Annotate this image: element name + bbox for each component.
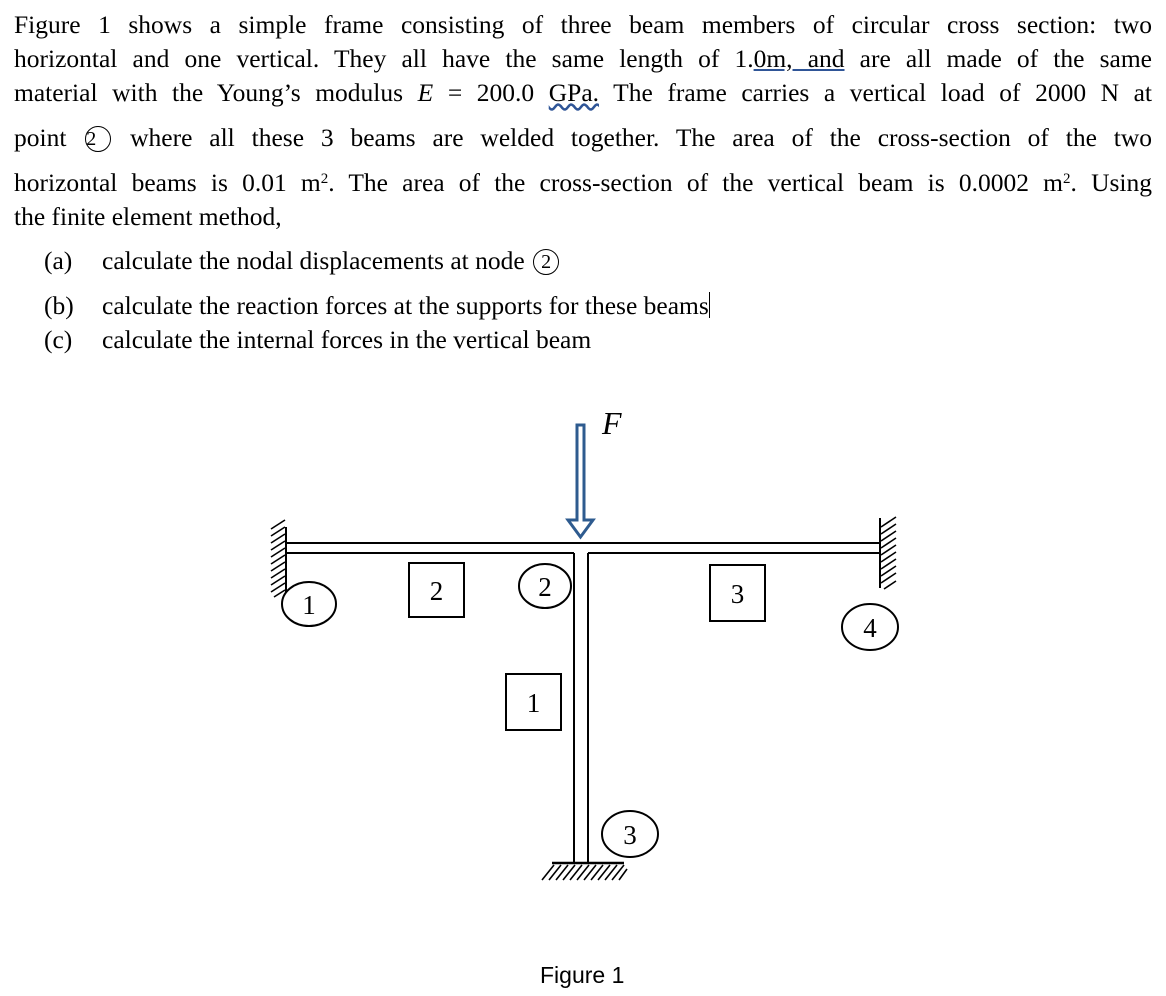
ground-support	[542, 863, 627, 880]
node-2	[519, 564, 571, 608]
grammar-underline: GPa.	[548, 78, 600, 107]
youngs-modulus-symbol: E	[417, 78, 434, 107]
svg-text:3: 3	[730, 579, 745, 609]
problem-line-2: horizontal and one vertical. They all have the same length of 1.0m, and are all made of the same	[14, 44, 1152, 73]
element-2-box	[409, 563, 464, 617]
svg-text:3: 3	[623, 820, 637, 850]
load-label: F	[602, 405, 622, 441]
left-wall-support	[271, 520, 286, 597]
element-3-box	[710, 565, 765, 621]
svg-text:1: 1	[302, 590, 316, 620]
svg-text:2: 2	[429, 576, 444, 606]
problem-line-1: Figure 1 shows a simple frame consisting of three beam members of circular cross section: two	[14, 10, 1152, 39]
node-2-inline-circle: 2	[85, 126, 111, 152]
task-a: (a) calculate the nodal displacements at node 2	[44, 246, 561, 276]
problem-line-4: point 2 where all these 3 beams are welded together. The area of the cross-section of the two	[14, 123, 1153, 152]
element-1-box	[506, 674, 561, 730]
problem-line-6: the finite element method,	[14, 202, 282, 231]
problem-line-5: horizontal beams is 0.01 $m^2$. The area of the cross-section of the vertical beam is 0.0002 $m^2$. Using	[14, 168, 1152, 197]
node-4	[842, 604, 898, 650]
task-c: (c) calculate the internal forces in the vertical beam	[44, 325, 592, 354]
problem-line-3: material with the Young’s modulus E = 200.0 GPa. The frame carries a vertical load of 2000 N at	[14, 78, 1153, 107]
svg-text:4: 4	[863, 613, 877, 643]
vertical-beam	[574, 553, 588, 862]
figure-caption: Figure 1	[540, 962, 625, 988]
horizontal-beams	[286, 543, 880, 553]
svg-text:1: 1	[526, 688, 541, 718]
spellcheck-underline: 0m, and	[753, 44, 845, 73]
right-wall-support	[880, 517, 896, 589]
node-1	[282, 582, 336, 626]
svg-text:2: 2	[538, 572, 552, 602]
node-2-inline-circle: 2	[533, 249, 559, 275]
task-b: (b) calculate the reaction forces at the supports for these beams	[44, 291, 709, 320]
load-arrow-icon	[568, 425, 593, 537]
node-3	[602, 811, 658, 857]
